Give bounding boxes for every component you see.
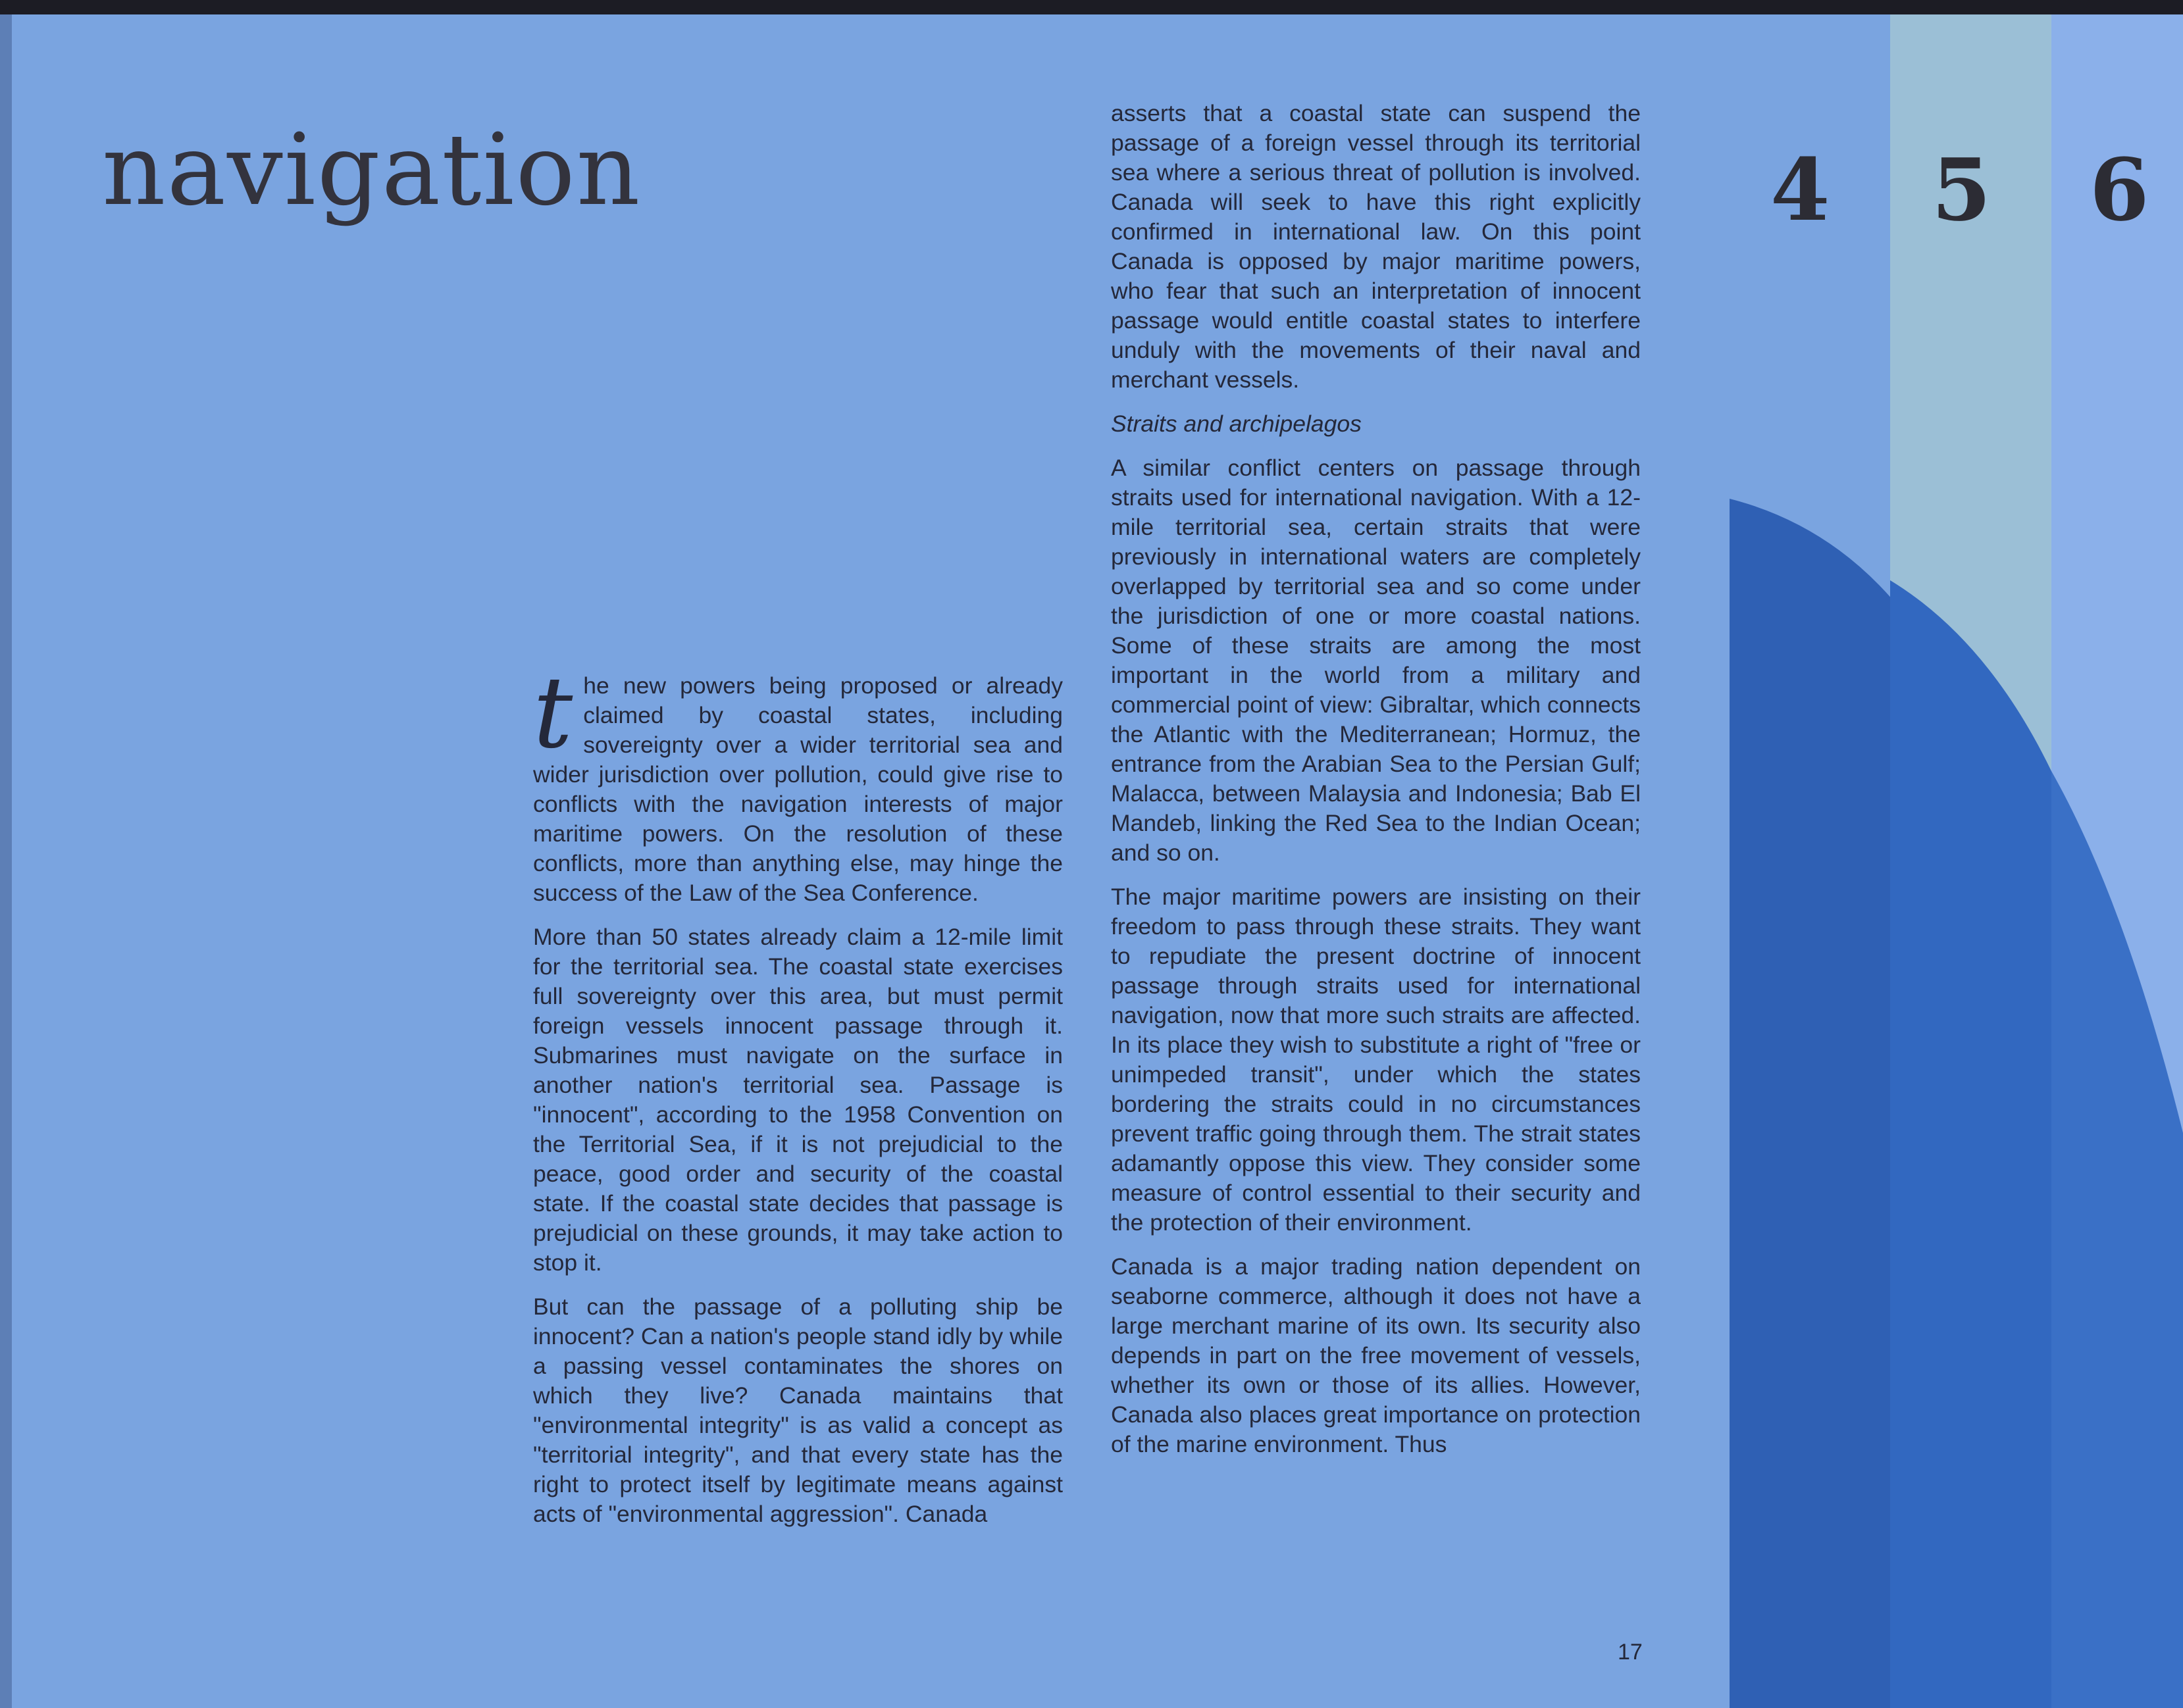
intro-paragraph-text: he new powers being proposed or already claimed by coastal states, including sovereignty over a wider territorial sea and wider jurisdiction over pollution, could give rise to conflicts with the navigation interests of major maritime powers. On the resolution of these conflicts, more than anything else, may hinge the success of the Law of the Sea Conference. [533, 672, 1063, 906]
subheading-straits: Straits and archipelagos [1111, 411, 1362, 437]
paragraph-suspend-passage: asserts that a coastal state can suspend the passage of a foreign vessel through its territorial sea where a serious threat of pollution is involved. Canada will seek to have this right explicitly confirmed in international law. On this point Canada is opposed by major maritime powers, who fear that such an interpretation of innocent passage would entitle coastal states to interfere unduly with the movements of their naval and merchant vessels. [1111, 100, 1641, 393]
paragraph-polluting-ship: But can the passage of a polluting ship be innocent? Can a nation's people stand idly by while a passing vessel contaminates the shores on which they live? Canada maintains that "environmental integrity" is as valid a concept as "territorial integrity", and that every state has the right to protect itself by legitimate means against acts of "environmental aggression". Canada [533, 1294, 1063, 1527]
intro-paragraph [533, 656, 1063, 908]
paragraph-territorial-sea: More than 50 states already claim a 12-mile limit for the territorial sea. The coastal state exercises full sovereignty over this area, but must permit foreign vessels innocent passage through it. Submarines must navigate on the surface in another nation's territorial sea. Passage is "innocent", according to the 1958 Convention on the Territorial Sea, if it is not prejudicial to the peace, good order and security of the coastal state. If the coastal state decides that passage is prejudicial on these grounds, it may take action to stop it. [533, 924, 1063, 1276]
drop-cap: t [533, 656, 573, 770]
left-text-column [533, 656, 1063, 1544]
paragraph-maritime-powers: The major maritime powers are insisting on their freedom to pass through these straits. They want to repudiate the present doctrine of innocent passage through straits used for international navigation, now that more such straits are affected. In its place they wish to substitute a right of "free or unimpeded transit", under which the states bordering the straits could in no circumstances prevent traffic going through them. The strait states adamantly oppose this view. They consider some measure of control essential to their security and the protection of their environment. [1111, 884, 1641, 1236]
paragraph-canada-trading: Canada is a major trading nation dependent on seaborne commerce, although it does not have a large merchant marine of its own. Its security also depends in part on the free movement of vessels, whether its own or those of its allies. However, Canada also places great importance on protection of the marine environment. Thus [1111, 1253, 1641, 1457]
page-title: navigation [102, 113, 642, 228]
decorative-arc [0, 14, 2183, 1708]
arc-shape-mid [1890, 580, 2051, 1708]
book-page [0, 14, 2183, 1708]
right-text-column [1111, 99, 1641, 1474]
tab-number-6[interactable]: 6 [2090, 139, 2149, 240]
tab-number-5[interactable]: 5 [1932, 139, 1991, 240]
arc-shape-right [2051, 771, 2183, 1708]
page-number: 17 [1618, 1640, 1643, 1665]
paragraph-straits: A similar conflict centers on passage through straits used for international navigation. With a 12-mile territorial sea, certain straits that were previously in international waters are completely overlapped by territorial sea and so come under the jurisdiction of one or more coastal nations. Some of these straits are among the most important in the world from a military and commercial point of view: Gibraltar, which connects the Atlantic with the Mediterranean; Hormuz, the entrance from the Arabian Sea to the Persian Gulf; Malacca, between Malaysia and Indonesia; Bab El Mandeb, linking the Red Sea to the Indian Ocean; and so on. [1111, 455, 1641, 866]
tab-number-4[interactable]: 4 [1770, 139, 1830, 240]
